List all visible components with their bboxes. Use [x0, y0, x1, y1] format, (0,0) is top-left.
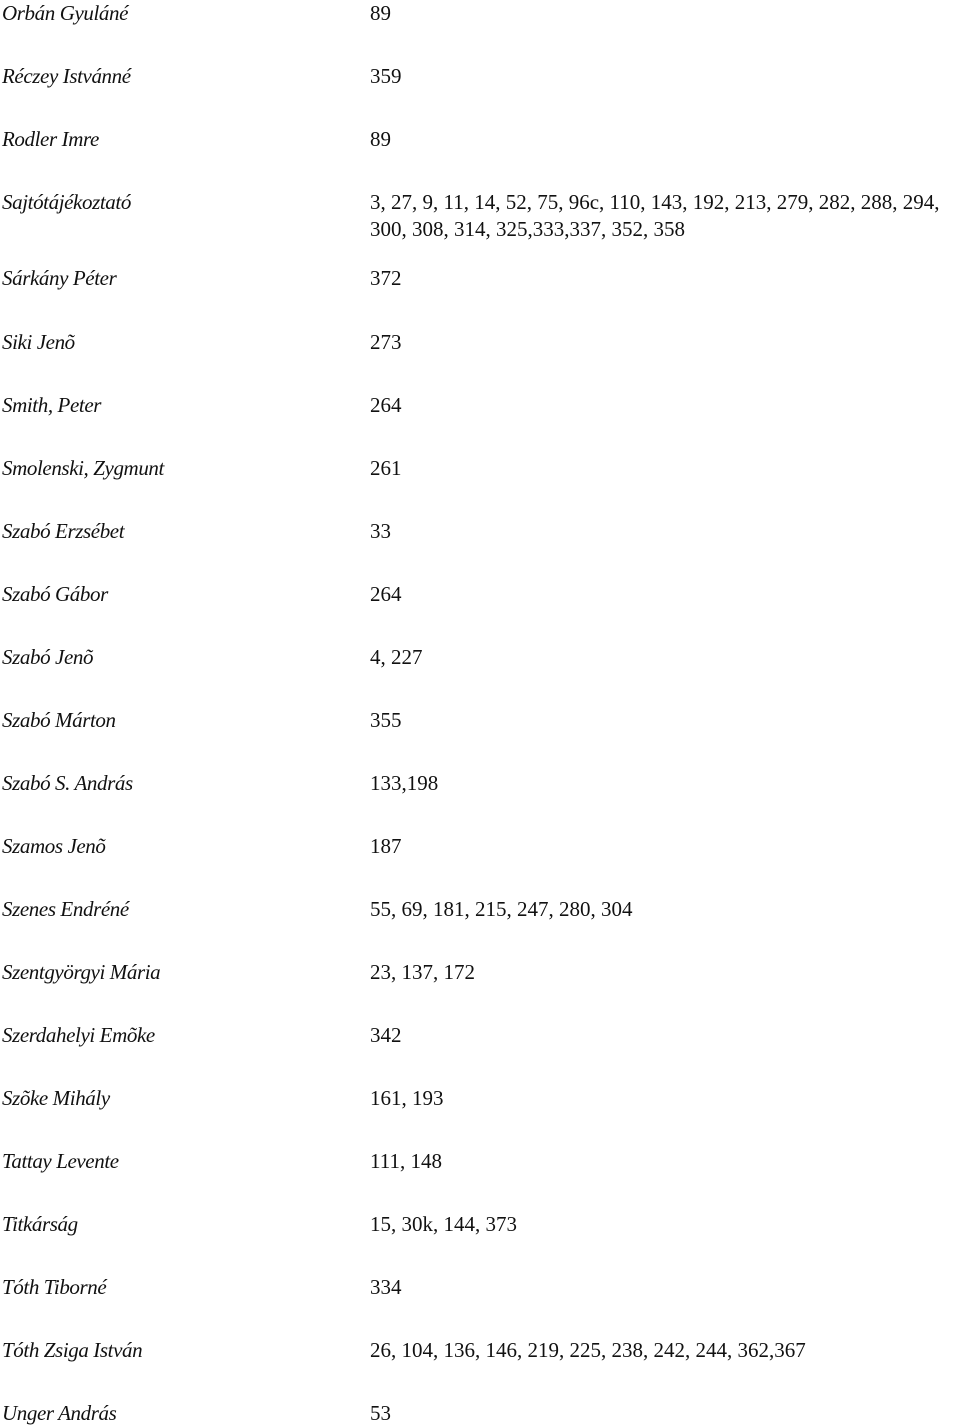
index-pages: 372 [370, 266, 402, 290]
index-term: Siki Jenõ [2, 330, 75, 354]
index-term: Szabó Márton [2, 708, 116, 732]
index-term: Szabó Erzsébet [2, 519, 125, 543]
index-pages: 55, 69, 181, 215, 247, 280, 304 [370, 897, 633, 921]
index-term: Tóth Tiborné [2, 1275, 107, 1299]
index-pages: 355 [370, 708, 402, 732]
index-term: Szenes Endréné [2, 897, 129, 921]
index-term: Szõke Mihály [2, 1086, 110, 1110]
index-pages: 133,198 [370, 771, 439, 795]
index-term: Unger András [2, 1401, 117, 1425]
index-pages: 334 [370, 1275, 402, 1299]
index-term: Rodler Imre [2, 127, 99, 151]
index-pages: 359 [370, 64, 402, 88]
index-pages: 264 [370, 582, 402, 606]
index-pages: 187 [370, 834, 402, 858]
index-term: Szabó S. András [2, 771, 133, 795]
index-pages: 89 [370, 127, 391, 151]
index-term: Titkárság [2, 1212, 78, 1236]
index-term: Szentgyörgyi Mária [2, 960, 161, 984]
index-term: Szamos Jenõ [2, 834, 106, 858]
index-term: Réczey Istvánné [2, 64, 131, 88]
index-pages: 111, 148 [370, 1149, 442, 1173]
index-pages: 3, 27, 9, 11, 14, 52, 75, 96c, 110, 143, 192, 213, 279, 282, 288, 294, 300, 308, 314, 325,333,337, 352, 358 [370, 190, 940, 241]
index-term: Szerdahelyi Emõke [2, 1023, 155, 1047]
index-term: Sárkány Péter [2, 266, 117, 290]
index-term: Smolenski, Zygmunt [2, 456, 164, 480]
index-pages: 273 [370, 330, 402, 354]
index-pages: 53 [370, 1401, 391, 1425]
index-pages: 15, 30k, 144, 373 [370, 1212, 517, 1236]
index-pages: 89 [370, 1, 391, 25]
index-pages: 342 [370, 1023, 402, 1047]
index-pages: 26, 104, 136, 146, 219, 225, 238, 242, 244, 362,367 [370, 1338, 806, 1362]
index-term: Tóth Zsiga István [2, 1338, 143, 1362]
index-term: Orbán Gyuláné [2, 1, 129, 25]
index-term: Sajtótájékoztató [2, 190, 131, 214]
index-pages: 23, 137, 172 [370, 960, 475, 984]
index-pages: 33 [370, 519, 391, 543]
index-pages: 261 [370, 456, 402, 480]
index-term: Smith, Peter [2, 393, 102, 417]
index-pages: 4, 227 [370, 645, 423, 669]
index-pages: 264 [370, 393, 402, 417]
index-term: Tattay Levente [2, 1149, 119, 1173]
index-term: Szabó Jenõ [2, 645, 94, 669]
index-term: Szabó Gábor [2, 582, 108, 606]
index-pages: 161, 193 [370, 1086, 444, 1110]
